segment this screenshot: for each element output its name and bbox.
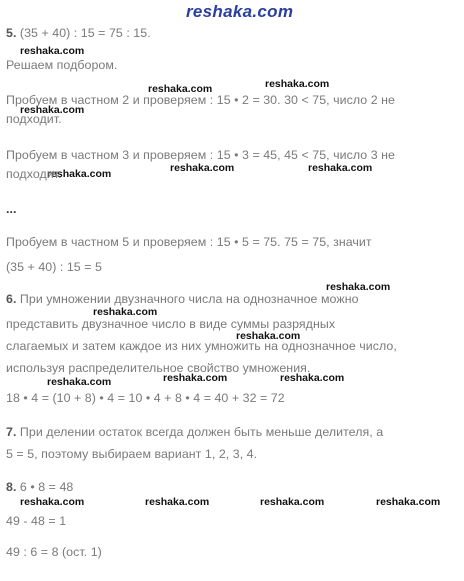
watermark: reshaka.com: [308, 162, 373, 174]
watermark: reshaka.com: [376, 496, 441, 508]
task5-equation: (35 + 40) : 15 = 75 : 15.: [16, 26, 151, 40]
task5-ellipsis: ...: [6, 202, 17, 216]
watermark: reshaka.com: [260, 496, 325, 508]
task5-method: Решаем подбором.: [6, 58, 118, 72]
watermark: reshaka.com: [326, 281, 391, 293]
watermark: reshaka.com: [20, 104, 85, 116]
watermark: reshaka.com: [20, 496, 85, 508]
task7-number: 7.: [6, 425, 17, 439]
task6-line3: слагаемых и затем каждое из них умножить на однозначное число,: [6, 339, 397, 353]
watermark: reshaka.com: [236, 330, 301, 342]
task5-try3-line2: подходит.: [6, 167, 62, 181]
task8-text: 6 • 8 = 48: [16, 480, 74, 494]
watermark: reshaka.com: [145, 496, 210, 508]
task6-text: При умножении двузначного числа на однозначное можно: [16, 292, 359, 306]
task5-number: 5.: [6, 26, 17, 40]
task8-line1: [6, 480, 73, 494]
task8-line3: 49 : 6 = 8 (ост. 1): [6, 545, 102, 559]
task7-text: При делении остаток всегда должен быть меньше делителя, а: [16, 425, 384, 439]
task8-number: 8.: [6, 480, 17, 494]
task5-heading: [6, 26, 151, 40]
watermark: reshaka.com: [163, 372, 228, 384]
watermark: reshaka.com: [20, 45, 85, 57]
watermark: reshaka.com: [170, 162, 235, 174]
task7-line1: [6, 425, 383, 439]
watermark: reshaka.com: [47, 376, 112, 388]
watermark: reshaka.com: [148, 83, 213, 95]
task8-line2: 49 - 48 = 1: [6, 514, 67, 528]
task6-calc: 18 • 4 = (10 + 8) • 4 = 10 • 4 + 8 • 4 = 40 + 32 = 72: [6, 391, 285, 405]
task6-line2: представить двузначное число в виде суммы разрядных: [6, 317, 336, 331]
task5-try3-line1: Пробуем в частном 3 и проверяем : 15 • 3 = 45, 45 < 75, число 3 не: [6, 148, 395, 162]
task7-line2: 5 = 5, поэтому выбираем вариант 1, 2, 3, 4.: [6, 447, 258, 461]
task5-try2-line2: подходит.: [6, 112, 62, 126]
task6-number: 6.: [6, 292, 17, 306]
task5-answer: (35 + 40) : 15 = 5: [6, 260, 102, 274]
task5-try5-line1: Пробуем в частном 5 и проверяем : 15 • 5 = 75. 75 = 75, значит: [6, 235, 372, 249]
watermark: reshaka.com: [93, 306, 158, 318]
watermark: reshaka.com: [265, 78, 330, 90]
task6-line4: используя распределительное свойство умножения.: [6, 361, 311, 375]
watermark: reshaka.com: [280, 372, 345, 384]
task5-try2-line1: Пробуем в частном 2 и проверяем : 15 • 2 = 30. 30 < 75, число 2 не: [6, 93, 395, 107]
site-title[interactable]: reshaka.com: [186, 2, 294, 21]
watermark: reshaka.com: [47, 168, 112, 180]
task6-line1: [6, 292, 359, 306]
